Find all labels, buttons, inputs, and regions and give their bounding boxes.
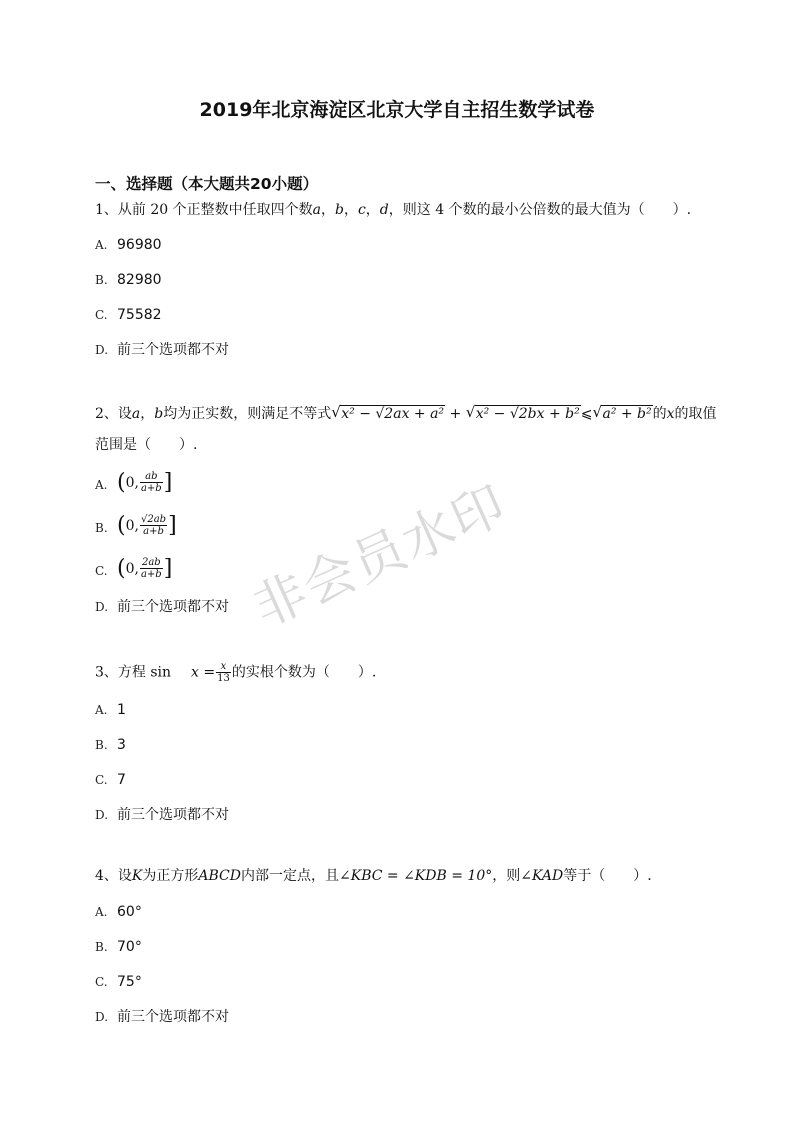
sqrt-term-2: √ x² − √2bx + b² xyxy=(465,403,580,422)
page-title: 2019年北京海淀区北京大学自主招生数学试卷 xyxy=(199,99,595,121)
question-1-option-d: D. 前三个选项都不对 xyxy=(95,342,229,358)
question-3-option-c: C. 7 xyxy=(95,772,126,788)
question-4-option-b: B. 70° xyxy=(95,939,142,955)
question-4-stem: 4、设K为正方形ABCD内部一定点，且∠KBC = ∠KDB = 10°，则∠KAD等于（ ）. xyxy=(95,868,652,884)
sqrt-term-1: √ x² − √2ax + a² xyxy=(331,403,445,422)
question-3-option-a: A. 1 xyxy=(95,702,126,718)
question-3-stem: 3、方程 sin x = $\frac{x}{13}$ 的实根个数为（ ）. xyxy=(95,661,377,684)
question-1-option-c: C. 75582 xyxy=(95,307,162,323)
question-3-option-d: D. 前三个选项都不对 xyxy=(95,807,229,823)
question-1-option-a: A. 96980 xyxy=(95,237,162,253)
watermark: 非会员水印 xyxy=(244,474,516,640)
question-2-option-d: D. 前三个选项都不对 xyxy=(95,599,229,615)
question-3-option-b: B. 3 xyxy=(95,737,126,753)
question-4-option-a: A. 60° xyxy=(95,904,142,920)
section-title: 一、选择题（本大题共20小题） xyxy=(95,175,319,193)
question-1-stem: 1、从前 20 个正整数中任取四个数a，b，c，d，则这 4 个数的最小公倍数的最大值为（ ）. xyxy=(95,202,692,218)
question-4-option-c: C. 75° xyxy=(95,974,142,990)
question-2-option-c: C. ( 0, $\frac{2ab}{a+b}$ ] xyxy=(95,555,173,581)
question-2-option-b: B. ( 0, $\frac{√2ab}{a+b}$ ] xyxy=(95,512,177,538)
sqrt-term-3: √ a² + b² xyxy=(592,403,652,422)
question-2-stem: 2、设a，b均为正实数，则满足不等式 √ x² − √2ax + a² + √ x² − √2bx + b²⩽ √ a² + b²的x的取值 xyxy=(95,403,717,425)
question-2-option-a: A. ( 0, $\frac{ab}{a+b}$ ] xyxy=(95,469,173,495)
question-4-option-d: D. 前三个选项都不对 xyxy=(95,1009,229,1025)
question-2-stem-line-2: 范围是（ ）. xyxy=(95,437,198,453)
question-1-option-b: B. 82980 xyxy=(95,272,162,288)
